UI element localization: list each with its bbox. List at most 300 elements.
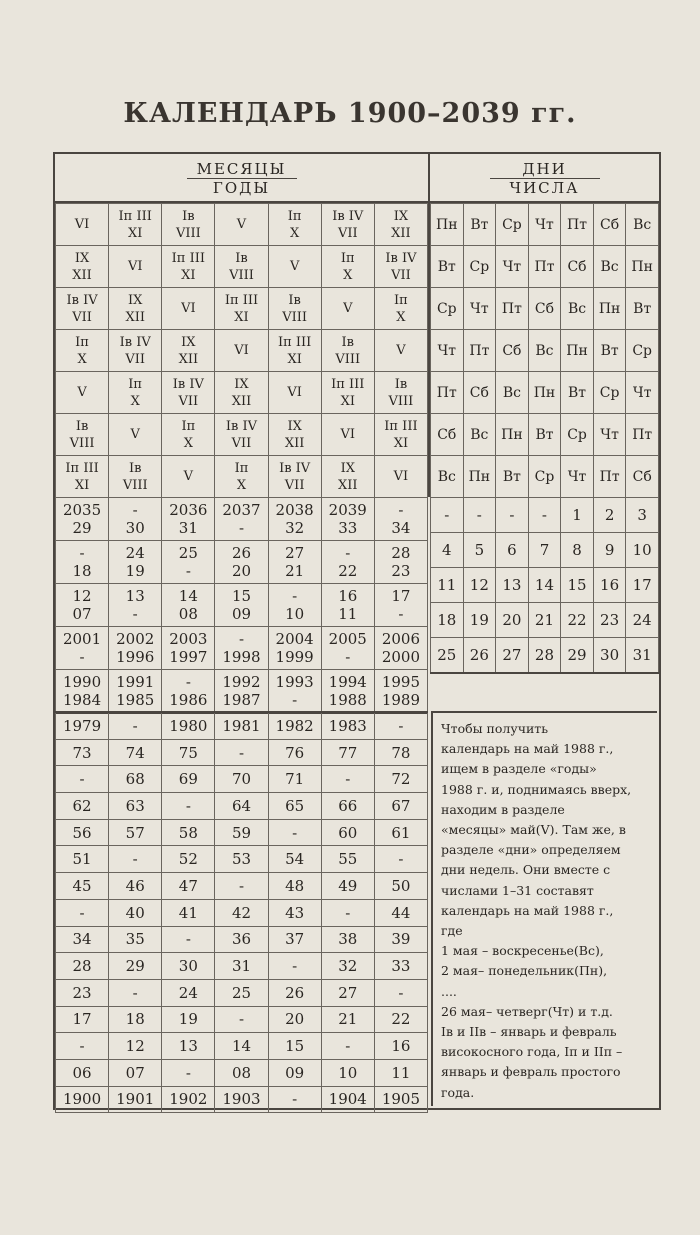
table-cell: - (496, 498, 529, 533)
table-cell: Сб (496, 330, 529, 372)
months-header (55, 154, 428, 203)
table-cell: Iп X (109, 372, 162, 414)
table-cell: 74 (109, 739, 162, 766)
table-cell: Iп X (374, 288, 427, 330)
table-cell: 1979 (56, 712, 109, 739)
table-cell: V (374, 330, 427, 372)
table-row (56, 1086, 428, 1113)
table-cell: - 1998 (215, 627, 268, 670)
table-cell: Вс (463, 414, 496, 456)
table-row (431, 498, 659, 533)
table-cell: 1902 (162, 1086, 215, 1113)
table-cell: Пн (626, 246, 659, 288)
table-cell: 30 (162, 953, 215, 980)
table-row (56, 627, 428, 670)
table-cell: 70 (215, 766, 268, 793)
table-cell: 75 (162, 739, 215, 766)
table-cell: 1900 (56, 1086, 109, 1113)
table-cell: 66 (321, 793, 374, 820)
table-row (56, 819, 428, 846)
table-cell: IX XII (321, 456, 374, 498)
table-cell: Вт (496, 456, 529, 498)
table-row (56, 873, 428, 900)
table-cell: Iп III XI (215, 288, 268, 330)
table-row (56, 456, 428, 498)
table-cell: V (162, 456, 215, 498)
table-cell: Чт (593, 414, 626, 456)
table-cell: 12 (463, 568, 496, 603)
table-cell: 61 (374, 819, 427, 846)
table-cell: Пн (561, 330, 594, 372)
table-cell: - (374, 712, 427, 739)
table-cell: - (56, 1033, 109, 1060)
table-cell: Iв IV VII (268, 456, 321, 498)
table-cell: 29 (109, 953, 162, 980)
table-cell: 28 23 (374, 541, 427, 584)
table-cell: - (528, 498, 561, 533)
table-cell: Пн (463, 456, 496, 498)
table-cell: Iв IV VII (109, 330, 162, 372)
table-row (56, 739, 428, 766)
table-cell: 24 (626, 603, 659, 638)
table-row (56, 1006, 428, 1033)
table-row (431, 568, 659, 603)
table-cell: Iв VIII (215, 246, 268, 288)
table-cell: Ср (561, 414, 594, 456)
table-cell: 39 (374, 926, 427, 953)
table-cell: 16 (593, 568, 626, 603)
table-row (56, 498, 428, 541)
table-cell: Iв IV VII (321, 204, 374, 246)
table-cell: - (109, 712, 162, 739)
table-cell: 22 (374, 1006, 427, 1033)
table-cell: 36 (215, 926, 268, 953)
table-cell: 21 (321, 1006, 374, 1033)
table-cell: 2 (593, 498, 626, 533)
table-cell: 32 (321, 953, 374, 980)
table-cell: 2004 1999 (268, 627, 321, 670)
page-title: КАЛЕНДАРЬ 1900–2039 гг. (123, 98, 577, 129)
day-grid (430, 203, 659, 498)
table-cell: Чт (496, 246, 529, 288)
table-cell: 78 (374, 739, 427, 766)
table-row (56, 670, 428, 714)
table-cell: Iп III XI (162, 246, 215, 288)
table-cell: Iв IV VII (215, 414, 268, 456)
table-cell: 38 (321, 926, 374, 953)
table-cell: Чт (626, 372, 659, 414)
table-cell: Iп III XI (56, 456, 109, 498)
days-label: ДНИ (522, 160, 567, 178)
table-cell: Пн (593, 288, 626, 330)
table-cell: Iв IV VII (162, 372, 215, 414)
table-cell: 52 (162, 846, 215, 873)
table-cell: 23 (593, 603, 626, 638)
table-cell: 76 (268, 739, 321, 766)
table-cell: - 18 (56, 541, 109, 584)
table-cell: 1983 (321, 712, 374, 739)
table-cell: 53 (215, 846, 268, 873)
table-cell: - 22 (321, 541, 374, 584)
table-cell: 19 (162, 1006, 215, 1033)
table-cell: - (215, 1006, 268, 1033)
table-cell: Ср (528, 456, 561, 498)
table-cell: - (268, 819, 321, 846)
table-cell: 9 (593, 533, 626, 568)
table-cell: Вс (626, 204, 659, 246)
table-cell: 20 (268, 1006, 321, 1033)
table-cell: VI (109, 246, 162, 288)
table-cell: 1995 1989 (374, 670, 427, 714)
table-cell: Сб (431, 414, 464, 456)
table-cell: Ср (496, 204, 529, 246)
table-cell: 43 (268, 899, 321, 926)
table-cell: Пт (593, 456, 626, 498)
table-cell: 27 21 (268, 541, 321, 584)
table-cell: Iв IV VII (374, 246, 427, 288)
table-cell: 12 07 (56, 584, 109, 627)
table-cell: 31 (215, 953, 268, 980)
table-cell: 15 (561, 568, 594, 603)
table-cell: 1980 (162, 712, 215, 739)
table-cell: Сб (528, 288, 561, 330)
table-cell: 15 (268, 1033, 321, 1060)
table-cell: - (215, 873, 268, 900)
table-cell: 2037 - (215, 498, 268, 541)
table-cell: Iп X (162, 414, 215, 456)
table-cell: - (215, 739, 268, 766)
table-cell: Сб (593, 204, 626, 246)
table-cell: 2005 - (321, 627, 374, 670)
table-cell: Вт (561, 372, 594, 414)
table-cell: Iв VIII (162, 204, 215, 246)
calendar-table (53, 152, 661, 1110)
table-cell: 25 - (162, 541, 215, 584)
table-cell: 08 (215, 1059, 268, 1086)
table-cell: Вс (528, 330, 561, 372)
table-cell: 2002 1996 (109, 627, 162, 670)
table-cell: - (374, 979, 427, 1006)
table-row (56, 793, 428, 820)
table-cell: - (374, 846, 427, 873)
table-cell: 1992 1987 (215, 670, 268, 714)
table-cell: 65 (268, 793, 321, 820)
days-header (430, 154, 659, 203)
table-cell: - (268, 953, 321, 980)
table-cell: Вт (431, 246, 464, 288)
table-cell: Чт (431, 330, 464, 372)
table-cell: 48 (268, 873, 321, 900)
table-cell: V (109, 414, 162, 456)
table-cell: 63 (109, 793, 162, 820)
table-cell: 16 (374, 1033, 427, 1060)
table-cell: V (215, 204, 268, 246)
table-row (431, 533, 659, 568)
table-cell: 71 (268, 766, 321, 793)
table-cell: IX XII (374, 204, 427, 246)
table-cell: 07 (109, 1059, 162, 1086)
table-cell: 69 (162, 766, 215, 793)
table-cell: 13 (162, 1033, 215, 1060)
table-cell: 2003 1997 (162, 627, 215, 670)
table-cell: Iп III XI (321, 372, 374, 414)
table-cell: 44 (374, 899, 427, 926)
table-cell: Пт (496, 288, 529, 330)
year-grid-top (55, 497, 428, 714)
table-cell: 5 (463, 533, 496, 568)
table-cell: - (56, 766, 109, 793)
table-cell: 50 (374, 873, 427, 900)
table-cell: 64 (215, 793, 268, 820)
table-row (56, 584, 428, 627)
table-cell: 57 (109, 819, 162, 846)
table-cell: VI (374, 456, 427, 498)
table-row (431, 246, 659, 288)
table-cell: Iв IV VII (56, 288, 109, 330)
table-cell: 6 (496, 533, 529, 568)
table-cell: 37 (268, 926, 321, 953)
table-row (431, 414, 659, 456)
table-cell: 25 (431, 638, 464, 674)
table-row (431, 372, 659, 414)
table-cell: Ср (463, 246, 496, 288)
table-cell: 22 (561, 603, 594, 638)
table-cell: 7 (528, 533, 561, 568)
table-cell: - (162, 926, 215, 953)
table-row (431, 456, 659, 498)
table-cell: - 30 (109, 498, 162, 541)
table-cell: 27 (321, 979, 374, 1006)
table-cell: 26 (268, 979, 321, 1006)
table-cell: - 34 (374, 498, 427, 541)
year-grid-bottom (55, 711, 428, 1113)
table-cell: IX XII (109, 288, 162, 330)
table-cell: - (56, 899, 109, 926)
table-cell: 2038 32 (268, 498, 321, 541)
table-cell: Чт (463, 288, 496, 330)
table-cell: 46 (109, 873, 162, 900)
table-cell: 17 - (374, 584, 427, 627)
table-cell: 68 (109, 766, 162, 793)
table-cell: 11 (374, 1059, 427, 1086)
table-row (431, 288, 659, 330)
table-cell: 51 (56, 846, 109, 873)
table-cell: - (162, 1059, 215, 1086)
table-cell: 31 (626, 638, 659, 674)
years-label: ГОДЫ (212, 179, 271, 197)
table-cell: VI (162, 288, 215, 330)
table-cell: 30 (593, 638, 626, 674)
table-cell: 20 (496, 603, 529, 638)
table-cell: 29 (561, 638, 594, 674)
table-cell: 8 (561, 533, 594, 568)
table-cell: Чт (528, 204, 561, 246)
table-cell: 42 (215, 899, 268, 926)
table-cell: Iп III XI (268, 330, 321, 372)
table-cell: - (463, 498, 496, 533)
table-cell: - 1986 (162, 670, 215, 714)
table-cell: 59 (215, 819, 268, 846)
table-cell: 47 (162, 873, 215, 900)
table-cell: Пн (496, 414, 529, 456)
table-cell: 23 (56, 979, 109, 1006)
table-cell: 28 (528, 638, 561, 674)
table-cell: 49 (321, 873, 374, 900)
instructions-text: Чтобы получить календарь на май 1988 г., ищем в разделе «годы» 1988 г. и, поднимаясь вверх, находим в разделе «месяцы» май(V). Там же, в разделе «дни» определяем дни недель. Они вместе с числами 1–31 составят календарь на май 1988 г., где 1 мая – воскресенье(Вс), 2 мая– понедельник(Пн), .... 26 мая– четверг(Чт) и т.д. Iв и IIв – январь и февраль високосного года, Iп и IIп – январь и февраль простого года. (431, 711, 657, 1106)
table-row (56, 1033, 428, 1060)
table-cell: 56 (56, 819, 109, 846)
table-cell: 11 (431, 568, 464, 603)
table-cell: 2039 33 (321, 498, 374, 541)
table-row (56, 330, 428, 372)
table-cell: IX XII (268, 414, 321, 456)
table-row (56, 204, 428, 246)
table-cell: 34 (56, 926, 109, 953)
table-cell: 18 (109, 1006, 162, 1033)
table-cell: 1993 - (268, 670, 321, 714)
table-cell: 40 (109, 899, 162, 926)
table-cell: VI (215, 330, 268, 372)
table-cell: Iв VIII (268, 288, 321, 330)
table-cell: - (268, 1086, 321, 1113)
table-cell: 19 (463, 603, 496, 638)
table-cell: Вс (561, 288, 594, 330)
table-cell: Iп X (268, 204, 321, 246)
table-cell: 26 (463, 638, 496, 674)
table-cell: 54 (268, 846, 321, 873)
table-row (431, 330, 659, 372)
table-row (431, 638, 659, 674)
table-cell: IX XII (215, 372, 268, 414)
table-cell: IX XII (56, 246, 109, 288)
table-cell: Чт (561, 456, 594, 498)
days-section (430, 154, 659, 497)
table-cell: 33 (374, 953, 427, 980)
table-cell: 10 (321, 1059, 374, 1086)
table-cell: 2001 - (56, 627, 109, 670)
table-cell: Пт (431, 372, 464, 414)
table-cell: 73 (56, 739, 109, 766)
number-grid (430, 497, 659, 674)
table-cell: 62 (56, 793, 109, 820)
table-row (56, 926, 428, 953)
table-cell: Iв VIII (56, 414, 109, 456)
table-cell: 13 (496, 568, 529, 603)
table-cell: 1982 (268, 712, 321, 739)
table-cell: 35 (109, 926, 162, 953)
table-cell: 27 (496, 638, 529, 674)
numbers-label: ЧИСЛА (509, 179, 580, 197)
table-cell: Пт (463, 330, 496, 372)
table-cell: 67 (374, 793, 427, 820)
table-cell: Вт (528, 414, 561, 456)
table-cell: Вт (593, 330, 626, 372)
table-row (56, 541, 428, 584)
table-cell: Iв VIII (374, 372, 427, 414)
table-cell: Iп X (321, 246, 374, 288)
table-cell: 60 (321, 819, 374, 846)
table-cell: 45 (56, 873, 109, 900)
table-cell: 58 (162, 819, 215, 846)
table-cell: 55 (321, 846, 374, 873)
months-label: МЕСЯЦЫ (196, 160, 287, 178)
table-cell: 24 19 (109, 541, 162, 584)
table-cell: 14 (215, 1033, 268, 1060)
table-cell: Сб (626, 456, 659, 498)
table-cell: 06 (56, 1059, 109, 1086)
table-cell: 21 (528, 603, 561, 638)
table-cell: Пн (528, 372, 561, 414)
table-row (56, 712, 428, 739)
table-cell: 41 (162, 899, 215, 926)
table-cell: 72 (374, 766, 427, 793)
table-cell: 1981 (215, 712, 268, 739)
table-cell: 1 (561, 498, 594, 533)
table-cell: Пт (561, 204, 594, 246)
table-cell: 14 (528, 568, 561, 603)
table-cell: 24 (162, 979, 215, 1006)
table-cell: VI (321, 414, 374, 456)
table-cell: 14 08 (162, 584, 215, 627)
table-cell: V (268, 246, 321, 288)
table-cell: Вт (626, 288, 659, 330)
table-cell: 1990 1984 (56, 670, 109, 714)
months-section (55, 154, 430, 497)
table-row (56, 846, 428, 873)
table-cell: 12 (109, 1033, 162, 1060)
table-cell: IX XII (162, 330, 215, 372)
table-cell: Вт (463, 204, 496, 246)
table-row (56, 288, 428, 330)
table-row (56, 953, 428, 980)
table-cell: 26 20 (215, 541, 268, 584)
table-cell: Iв VIII (321, 330, 374, 372)
table-cell: Iп X (215, 456, 268, 498)
table-cell: 2035 29 (56, 498, 109, 541)
table-cell: 2006 2000 (374, 627, 427, 670)
table-row (56, 979, 428, 1006)
table-cell: 10 (626, 533, 659, 568)
table-cell: - (162, 793, 215, 820)
table-cell: Пт (626, 414, 659, 456)
table-cell: - (109, 979, 162, 1006)
table-cell: Iп III XI (109, 204, 162, 246)
table-cell: Вс (431, 456, 464, 498)
table-row (431, 204, 659, 246)
table-cell: 77 (321, 739, 374, 766)
table-cell: Сб (463, 372, 496, 414)
table-cell: Пт (528, 246, 561, 288)
table-cell: 09 (268, 1059, 321, 1086)
table-cell: 28 (56, 953, 109, 980)
table-cell: 13 - (109, 584, 162, 627)
table-cell: Пн (431, 204, 464, 246)
table-cell: VI (56, 204, 109, 246)
table-row (431, 603, 659, 638)
table-cell: 1991 1985 (109, 670, 162, 714)
table-row (56, 899, 428, 926)
table-cell: - (321, 766, 374, 793)
table-cell: V (56, 372, 109, 414)
table-cell: 1994 1988 (321, 670, 374, 714)
table-row (56, 414, 428, 456)
table-cell: Вс (593, 246, 626, 288)
table-row (56, 246, 428, 288)
table-cell: 4 (431, 533, 464, 568)
table-cell: Ср (626, 330, 659, 372)
table-cell: 17 (56, 1006, 109, 1033)
table-cell: 15 09 (215, 584, 268, 627)
